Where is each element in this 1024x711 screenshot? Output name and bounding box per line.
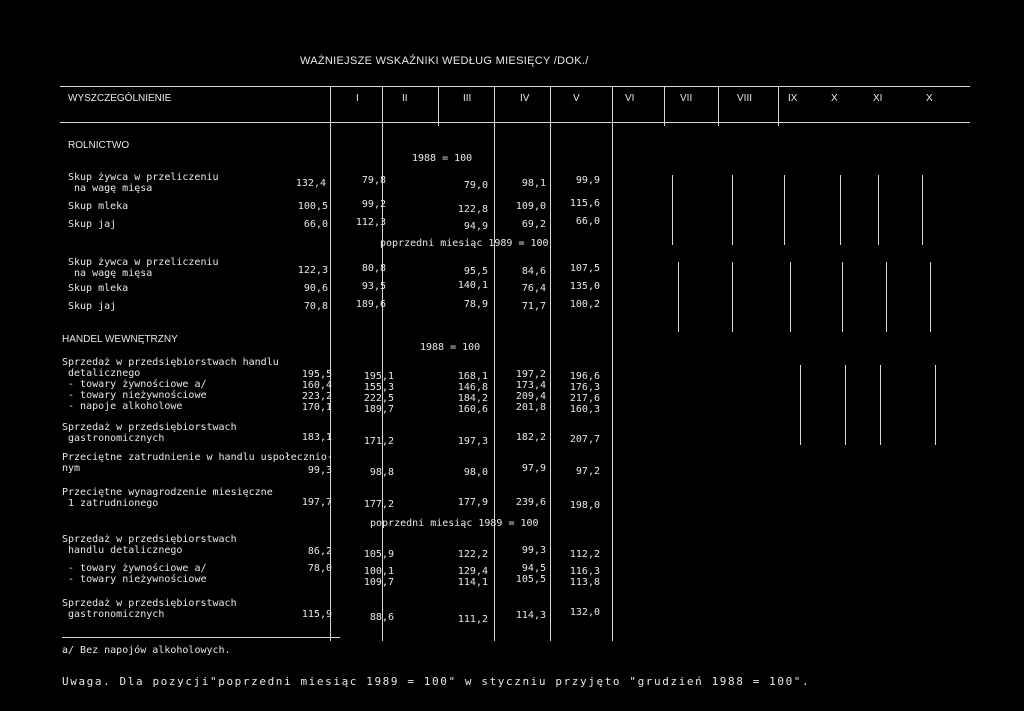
cell-value: 197,7 [301, 497, 332, 508]
column-rule-13 [840, 175, 841, 245]
column-rule-7 [664, 86, 665, 126]
column-rule-17 [732, 262, 733, 332]
column-rule-1 [330, 86, 331, 641]
cell-value: 97,9 [521, 463, 546, 474]
cell-value: 114,3 [515, 610, 546, 621]
column-rule-5 [550, 86, 551, 641]
cell-value: 98,1 [521, 178, 546, 189]
cell-value: 88,6 [369, 612, 394, 623]
cell-value: 129,4 114,1 [457, 566, 488, 588]
cell-value: 86,2 [307, 546, 332, 557]
cell-value: 105,9 [363, 549, 394, 560]
cell-value: 116,3 113,8 [569, 566, 600, 588]
section-heading-rolnictwo: ROLNICTWO [68, 140, 130, 151]
cell-value: 99,9 [575, 175, 600, 186]
cell-value: 140,1 [457, 280, 488, 291]
cell-value: 69,2 [521, 219, 546, 230]
row-label-skup-zywca-2: Skup żywca w przeliczeniu na wagę mięsa [68, 257, 219, 279]
cell-value: 135,0 [569, 281, 600, 292]
column-rule-20 [886, 262, 887, 332]
cell-value: 79,0 [463, 180, 488, 191]
cell-value: 177,9 [457, 497, 488, 508]
month-header-2: II [402, 93, 408, 104]
cell-value: 122,3 [297, 265, 328, 276]
cell-value: 99,2 [361, 199, 386, 210]
column-rule-18 [790, 262, 791, 332]
base-label-1988-handel: 1988 = 100 [420, 342, 481, 353]
column-rule-15 [922, 175, 923, 245]
cell-value: 122,8 [457, 204, 488, 215]
cell-value: 182,2 [515, 432, 546, 443]
row-label-gastronomia: Sprzedaż w przedsiębiorstwach gastronomicznych [62, 422, 237, 444]
row-label-gastronomia-2: Sprzedaż w przedsiębiorstwach gastronomicznych [62, 598, 237, 620]
cell-value: 198,0 [569, 500, 600, 511]
row-label-sprzedaz-detal: Sprzedaż w przedsiębiorstwach handlu detalicznego - towary żywnościowe a/ - towary nieżywnościowe - napoje alkoholowe [62, 357, 279, 412]
row-label-skup-jaj: Skup jaj [68, 219, 117, 230]
cell-value: 171,2 [363, 436, 394, 447]
cell-value: 109,0 [515, 201, 546, 212]
cell-value: 115,6 [569, 198, 600, 209]
cell-value: 79,8 [361, 175, 386, 186]
cell-value: 122,2 [457, 549, 488, 560]
column-rule-24 [880, 365, 881, 445]
cell-value: 196,6 176,3 217,6 160,3 [569, 371, 600, 415]
column-rule-22 [800, 365, 801, 445]
month-header-1: I [356, 93, 359, 104]
cell-value: 70,8 [303, 301, 328, 312]
row-label-sprzedaz-detal-2: Sprzedaż w przedsiębiorstwach handlu detalicznego [62, 534, 237, 556]
cell-value: 111,2 [457, 614, 488, 625]
cell-value: 66,0 [575, 216, 600, 227]
cell-value: 239,6 [515, 497, 546, 508]
cell-value: 71,7 [521, 301, 546, 312]
footnote-rule [62, 637, 340, 638]
row-label-wynagrodzenie: Przeciętne wynagrodzenie miesięczne 1 zatrudnionego [62, 487, 273, 509]
month-header-8: VIII [737, 93, 753, 104]
cell-value: 183,1 [301, 432, 332, 443]
column-rule-12 [784, 175, 785, 245]
row-label-skup-zywca: Skup żywca w przeliczeniu na wagę mięsa [68, 172, 219, 194]
cell-value: 100,2 [569, 299, 600, 310]
cell-value: 168,1 146,8 184,2 160,6 [457, 371, 488, 415]
cell-value: 197,3 [457, 436, 488, 447]
cell-value: 90,6 [303, 283, 328, 294]
cell-value: 99,3 [521, 545, 546, 556]
cell-value: 94,9 [463, 221, 488, 232]
row-label-towary-2: - towary żywnościowe a/ - towary nieżywnościowe [68, 563, 207, 585]
row-label-skup-mleka-2: Skup mleka [68, 283, 129, 294]
section-heading-handel: HANDEL WEWNĘTRZNY [62, 334, 178, 345]
row-label-skup-jaj-2: Skup jaj [68, 301, 117, 312]
month-header-10: X [831, 93, 838, 104]
cell-value: 132,4 [295, 178, 326, 189]
column-rule-6 [612, 86, 613, 641]
column-rule-3 [438, 86, 439, 126]
cell-value: 112,2 [569, 549, 600, 560]
cell-value: 195,5 160,4 223,2 170,1 [301, 369, 332, 413]
base-label-1988: 1988 = 100 [412, 153, 473, 164]
month-header-9: IX [788, 93, 798, 104]
row-label-skup-mleka: Skup mleka [68, 201, 129, 212]
base-label-poprzedni: poprzedni miesiąc 1989 = 100 [380, 238, 549, 249]
cell-value: 78,9 [463, 299, 488, 310]
document-title: WAŻNIEJSZE WSKAŹNIKI WEDŁUG MIESIĘCY /DOK./ [300, 55, 589, 67]
footnote: a/ Bez napojów alkoholowych. [62, 645, 231, 656]
cell-value: 98,8 [369, 467, 394, 478]
cell-value: 94,5 105,5 [515, 563, 546, 585]
cell-value: 93,5 [361, 281, 386, 292]
cell-value: 100,1 109,7 [363, 566, 394, 588]
column-rule-11 [732, 175, 733, 245]
header-bottom-rule [60, 122, 970, 123]
cell-value: 132,0 [569, 607, 600, 618]
month-header-5: V [573, 93, 580, 104]
cell-value: 189,6 [355, 299, 386, 310]
cell-value: 207,7 [569, 434, 600, 445]
cell-value: 99,3 [307, 465, 332, 476]
cell-value: 112,3 [355, 217, 386, 228]
cell-value: 95,5 [463, 266, 488, 277]
column-rule-10 [672, 175, 673, 245]
month-header-4: IV [520, 93, 530, 104]
month-header-12: X [926, 93, 933, 104]
row-label-zatrudnienie: Przeciętne zatrudnienie w handlu uspołecznio- nym [62, 452, 333, 474]
remark-note: Uwaga. Dla pozycji"poprzedni miesiąc 1989 = 100" w styczniu przyjęto "grudzień 1988 = 100". [62, 675, 811, 688]
column-rule-4 [494, 86, 495, 641]
column-rule-19 [842, 262, 843, 332]
cell-value: 78,0 [307, 563, 332, 574]
month-header-7: VII [680, 93, 693, 104]
cell-value: 115,9 [301, 609, 332, 620]
cell-value: 197,2 173,4 209,4 201,8 [515, 369, 546, 413]
cell-value: 84,6 [521, 266, 546, 277]
cell-value: 66,0 [303, 219, 328, 230]
cell-value: 76,4 [521, 283, 546, 294]
cell-value: 107,5 [569, 263, 600, 274]
column-rule-25 [935, 365, 936, 445]
cell-value: 100,5 [297, 201, 328, 212]
cell-value: 195,1 155,3 222,5 189,7 [363, 371, 394, 415]
header-top-rule [60, 86, 970, 87]
month-header-6: VI [625, 93, 635, 104]
cell-value: 97,2 [575, 466, 600, 477]
column-header-label: WYSZCZEGÓLNIENIE [68, 93, 172, 104]
column-rule-14 [878, 175, 879, 245]
cell-value: 80,8 [361, 263, 386, 274]
column-rule-8 [718, 86, 719, 126]
base-label-poprzedni-handel: poprzedni miesiąc 1989 = 100 [370, 518, 539, 529]
column-rule-23 [845, 365, 846, 445]
month-header-11: XI [873, 93, 883, 104]
column-rule-21 [930, 262, 931, 332]
column-rule-9 [778, 86, 779, 126]
month-header-3: III [463, 93, 472, 104]
column-rule-16 [678, 262, 679, 332]
cell-value: 98,0 [463, 467, 488, 478]
cell-value: 177,2 [363, 499, 394, 510]
